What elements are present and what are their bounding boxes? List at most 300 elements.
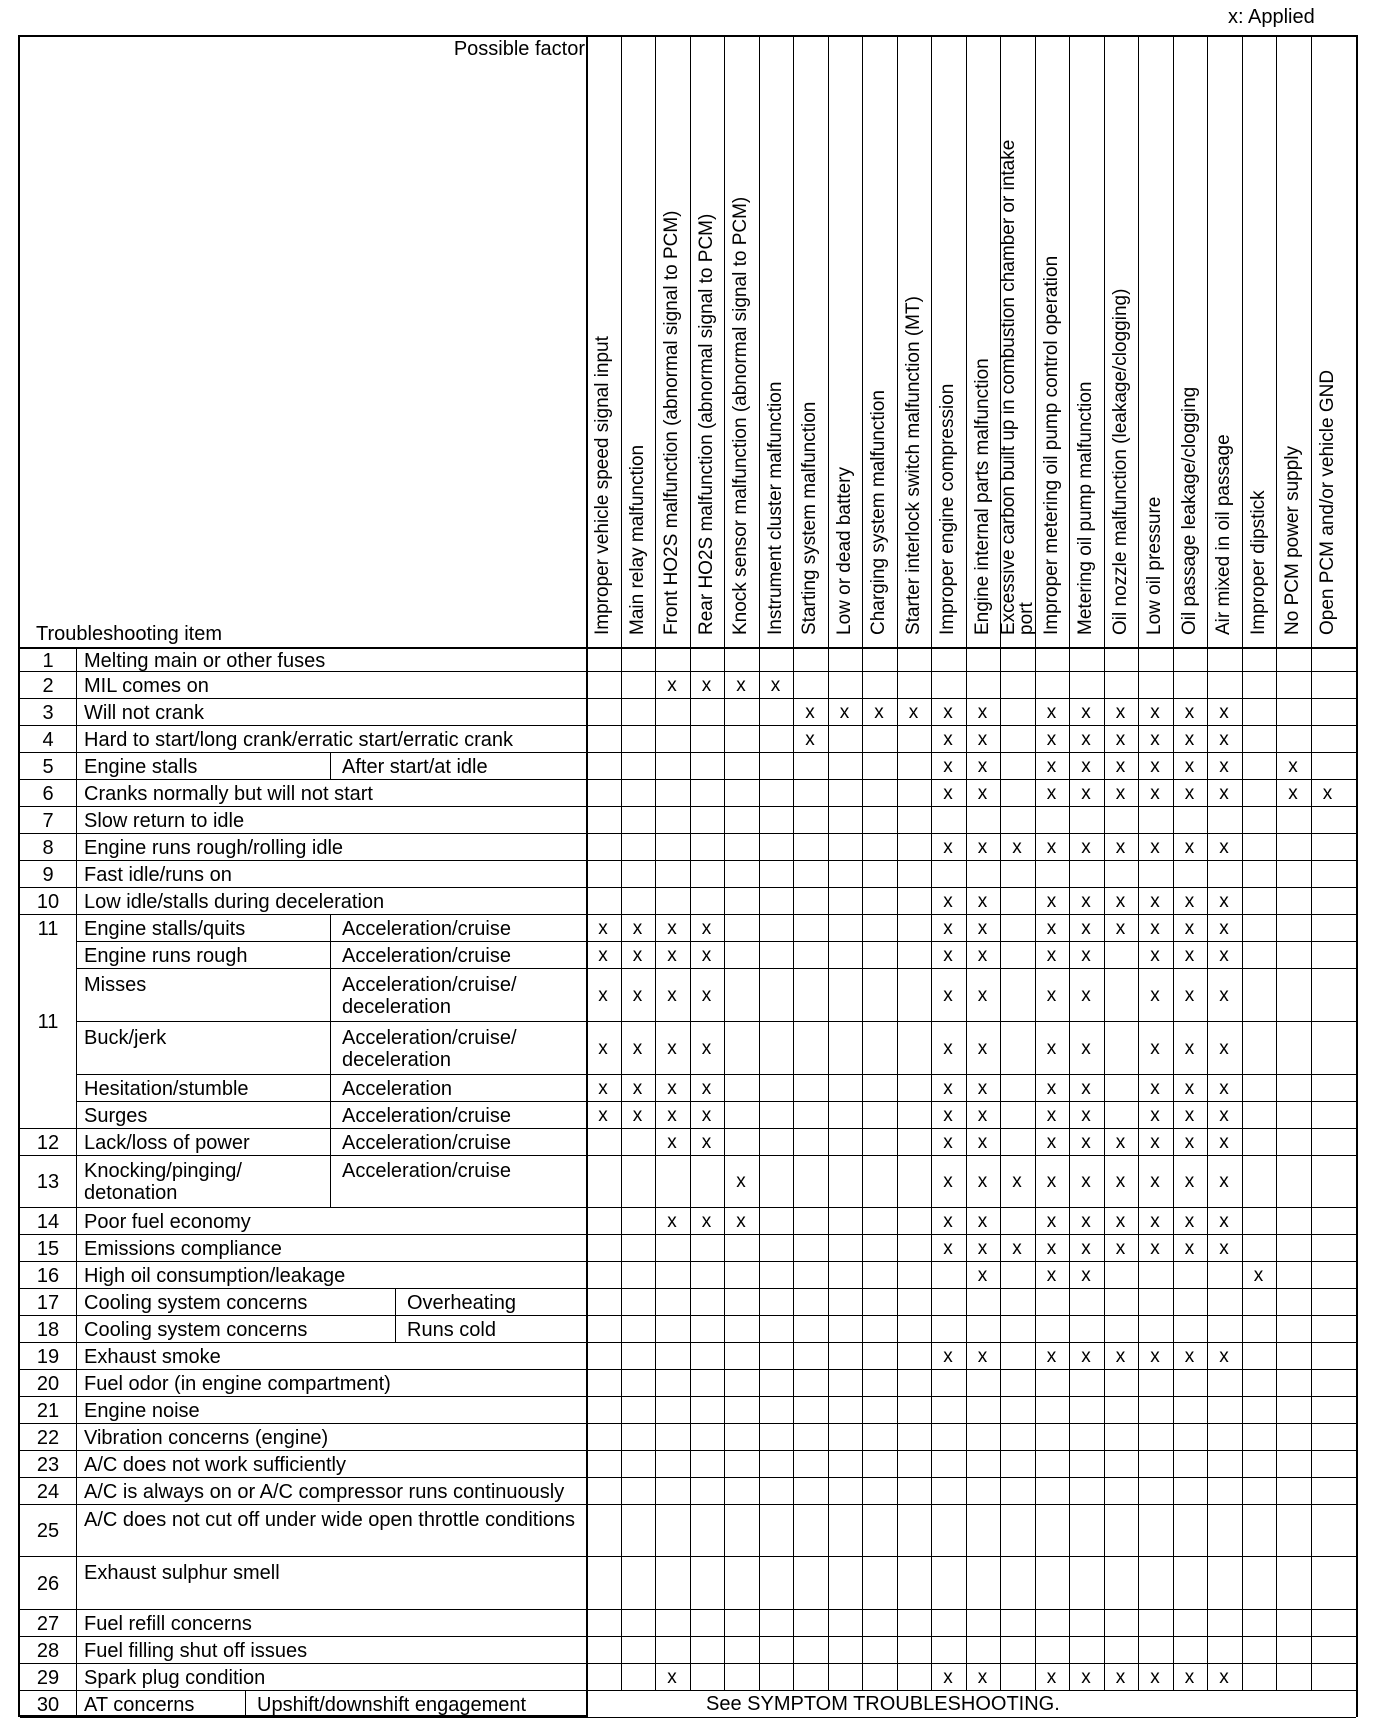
row-divider [20, 1423, 1356, 1424]
row-number: 10 [36, 890, 60, 913]
row-number: 2 [42, 674, 54, 697]
row-condition: Acceleration/cruise/ deceleration [342, 973, 517, 1018]
applied-mark: x [1184, 1666, 1195, 1688]
condition-divider [330, 942, 331, 969]
row-divider [20, 1663, 1356, 1664]
row-item: Cooling system concerns [84, 1291, 308, 1314]
applied-mark: x [667, 1131, 677, 1153]
applied-mark: x [598, 1104, 608, 1126]
row-item: Emissions compliance [84, 1237, 282, 1260]
row-item: Hesitation/stumble [84, 1077, 249, 1100]
applied-mark: x [1184, 728, 1195, 750]
factor-header: Improper dipstick [1247, 490, 1269, 635]
row-item: Knocking/pinging/ detonation [84, 1160, 242, 1204]
applied-mark: x [1219, 755, 1229, 777]
applied-mark: x [701, 1104, 712, 1126]
applied-mark: x [1184, 755, 1195, 777]
factor-header: Starter interlock switch malfunction (MT) [902, 296, 924, 635]
applied-mark: x [943, 1345, 953, 1367]
condition-divider [330, 1022, 331, 1075]
factor-header: Main relay malfunction [626, 444, 648, 635]
applied-mark: x [977, 755, 988, 777]
applied-mark: x [1219, 1104, 1229, 1126]
row-item: AT concerns [84, 1693, 195, 1716]
row-number: 24 [36, 1480, 60, 1503]
row-number: 11 [37, 917, 59, 940]
applied-mark: x [977, 944, 988, 966]
column-divider [1242, 37, 1243, 1715]
applied-mark: x [943, 1104, 953, 1126]
applied-mark: x [977, 1077, 988, 1099]
row-condition: Runs cold [407, 1318, 496, 1341]
row-number: 26 [36, 1572, 60, 1595]
applied-mark: x [977, 890, 988, 912]
applied-mark: x [701, 1131, 712, 1153]
condition-divider [330, 1129, 331, 1156]
applied-mark: x [1184, 1131, 1195, 1153]
row-divider [20, 914, 1356, 915]
column-divider [690, 37, 691, 1715]
row-divider [20, 1128, 1356, 1129]
row-item: Fuel filling shut off issues [84, 1639, 308, 1662]
applied-mark: x [667, 1037, 677, 1059]
row-condition: Acceleration/cruise [342, 1160, 511, 1182]
applied-mark: x [908, 701, 919, 723]
row-condition: Acceleration/cruise/ deceleration [342, 1026, 517, 1071]
applied-mark: x [632, 1077, 643, 1099]
row-number: 15 [36, 1237, 60, 1260]
column-divider [1069, 37, 1070, 1715]
applied-mark: x [1219, 890, 1229, 912]
applied-mark: x [977, 701, 988, 723]
applied-mark: x [1219, 836, 1229, 858]
row-item: Buck/jerk [84, 1026, 167, 1049]
applied-mark: x [1150, 1077, 1160, 1099]
row-divider [20, 1477, 1356, 1478]
factor-header: Excessive carbon built up in combustion chamber or intake [998, 139, 1019, 635]
applied-mark: x [1115, 890, 1126, 912]
applied-mark: x [1081, 1237, 1091, 1259]
applied-mark: x [1046, 701, 1057, 723]
applied-mark: x [1219, 1077, 1229, 1099]
applied-mark: x [598, 944, 608, 966]
applied-mark: x [977, 836, 988, 858]
row-number: 28 [36, 1639, 60, 1662]
row-divider [20, 1636, 1356, 1637]
row-number: 12 [36, 1131, 60, 1154]
applied-mark: x [977, 1210, 988, 1232]
row-item: Exhaust sulphur smell [84, 1561, 280, 1584]
row-number: 9 [42, 863, 54, 886]
factor-header: Metering oil pump malfunction [1075, 381, 1096, 635]
factor-header: Starting system malfunction [799, 401, 820, 635]
applied-mark: x [1046, 1104, 1057, 1126]
row-item: Engine stalls [84, 755, 198, 778]
row-number: 25 [36, 1520, 60, 1542]
applied-mark: x [1012, 1237, 1022, 1259]
applied-mark: x [977, 1037, 988, 1059]
applied-mark: x [1150, 1104, 1160, 1126]
applied-mark: x [1081, 1131, 1091, 1153]
applied-mark: x [598, 1037, 608, 1059]
factor-header: Open PCM and/or vehicle GND [1316, 369, 1338, 635]
row-divider [20, 1504, 1356, 1505]
applied-mark: x [1081, 782, 1091, 804]
row-item: Will not crank [84, 701, 205, 724]
factor-header: Engine internal parts malfunction [971, 358, 993, 635]
factor-header: Rear HO2S malfunction (abnormal signal to PCM) [695, 213, 717, 635]
applied-mark: x [1184, 1037, 1195, 1059]
applied-mark: x [1081, 1345, 1091, 1367]
applied-mark: x [1081, 836, 1091, 858]
row-number: 30 [36, 1693, 60, 1716]
row-divider [20, 779, 1356, 780]
condition-divider [245, 1691, 246, 1718]
row-divider [20, 1207, 1356, 1208]
row-number: 29 [36, 1666, 60, 1689]
column-divider [1207, 37, 1208, 1715]
row-number: 7 [42, 809, 54, 832]
applied-mark: x [1081, 1077, 1091, 1099]
row-divider [20, 1450, 1356, 1451]
condition-divider [330, 1075, 331, 1102]
applied-mark: x [770, 674, 781, 696]
row-divider [20, 806, 1356, 807]
applied-mark: x [1150, 1237, 1160, 1259]
applied-mark: x [1115, 1345, 1126, 1367]
factor-header: port [1016, 602, 1037, 635]
condition-divider [330, 753, 331, 780]
applied-mark: x [943, 1210, 953, 1232]
applied-mark: x [1012, 1171, 1022, 1192]
header-divider [586, 37, 588, 1715]
applied-mark: x [1115, 755, 1126, 777]
applied-mark: x [736, 1171, 746, 1192]
column-divider [1173, 37, 1174, 1715]
applied-mark: x [1081, 890, 1091, 912]
row-divider [76, 1074, 1356, 1075]
row-divider [76, 941, 1356, 942]
applied-mark: x [667, 917, 677, 939]
column-divider [655, 37, 656, 1715]
applied-mark: x [977, 1171, 988, 1192]
applied-mark: x [632, 917, 643, 939]
applied-mark: x [943, 782, 953, 804]
row-number: 20 [36, 1372, 60, 1395]
row-number: 14 [36, 1210, 60, 1233]
row-divider [20, 1261, 1356, 1262]
applied-mark: x [1150, 890, 1160, 912]
row-item: A/C is always on or A/C compressor runs continuously [84, 1480, 565, 1503]
row-item: Spark plug condition [84, 1666, 266, 1689]
troubleshooting-chart [18, 35, 1358, 1717]
row-divider [20, 1396, 1356, 1397]
applied-mark: x [1150, 984, 1160, 1006]
row-divider [20, 1155, 1356, 1156]
row-divider [20, 1234, 1356, 1235]
condition-divider [395, 1316, 396, 1343]
row-item: Hard to start/long crank/erratic start/erratic crank [84, 728, 514, 751]
applied-mark: x [1219, 728, 1229, 750]
applied-mark: x [1046, 1037, 1057, 1059]
row-item: A/C does not work sufficiently [84, 1453, 346, 1476]
applied-mark: x [943, 984, 953, 1006]
row-item: Fuel odor (in engine compartment) [84, 1372, 391, 1395]
applied-mark: x [805, 701, 815, 723]
row-condition: Upshift/downshift engagement [257, 1693, 527, 1716]
row-number: 18 [36, 1318, 60, 1341]
applied-mark: x [1046, 890, 1057, 912]
possible-factor-label: Possible factor [453, 38, 585, 60]
column-divider [1138, 37, 1139, 1715]
column-divider [1276, 37, 1277, 1715]
applied-mark: x [667, 1104, 677, 1126]
row-number: 6 [42, 782, 54, 805]
condition-divider [330, 969, 331, 1022]
applied-mark: x [1219, 1666, 1229, 1688]
applied-mark: x [943, 1077, 953, 1099]
column-divider [793, 37, 794, 1715]
row-item: Engine stalls/quits [84, 917, 246, 940]
applied-mark: x [1150, 836, 1160, 858]
applied-mark: x [1115, 1666, 1126, 1688]
applied-mark: x [977, 1666, 988, 1688]
row-item: Fuel refill concerns [84, 1612, 252, 1635]
applied-mark: x [701, 917, 712, 939]
row-number: 4 [42, 728, 54, 751]
row-condition: Acceleration/cruise [342, 944, 511, 967]
row-item: Engine runs rough [84, 944, 248, 967]
applied-mark: x [632, 944, 643, 966]
column-divider [931, 37, 932, 1715]
applied-mark: x [1081, 984, 1091, 1006]
row-divider [20, 1717, 1356, 1718]
condition-divider [330, 1156, 331, 1208]
applied-mark: x [1150, 701, 1160, 723]
row-divider [20, 1369, 1356, 1370]
applied-mark: x [632, 984, 643, 1006]
applied-mark: x [943, 917, 953, 939]
applied-mark: x [701, 674, 712, 696]
applied-mark: x [1012, 836, 1022, 858]
applied-mark: x [977, 1264, 988, 1286]
applied-mark: x [1184, 1345, 1195, 1367]
row-number: 23 [36, 1453, 60, 1476]
applied-mark: x [1150, 1345, 1160, 1367]
applied-mark: x [977, 728, 988, 750]
row-number: 19 [36, 1345, 60, 1368]
factor-header: Improper vehicle speed signal input [592, 336, 613, 635]
applied-mark: x [1046, 755, 1057, 777]
applied-mark: x [977, 782, 988, 804]
number-column-divider [76, 647, 77, 1718]
applied-mark: x [736, 674, 746, 696]
applied-mark: x [701, 1037, 712, 1059]
applied-mark: x [1115, 1171, 1126, 1192]
row-number: 13 [36, 1171, 60, 1193]
row-divider [20, 1288, 1356, 1289]
applied-mark: x [1046, 1210, 1057, 1232]
applied-mark: x [977, 1104, 988, 1126]
row-divider [20, 887, 1356, 888]
row-item: Vibration concerns (engine) [84, 1426, 329, 1449]
column-divider [621, 37, 622, 1715]
row-item: Cooling system concerns [84, 1318, 308, 1341]
applied-mark: x [943, 836, 953, 858]
applied-mark: x [1081, 917, 1091, 939]
row-number: 16 [36, 1264, 60, 1287]
applied-mark: x [667, 984, 677, 1006]
applied-mark: x [943, 890, 953, 912]
applied-mark: x [701, 1077, 712, 1099]
applied-mark: x [1046, 1237, 1057, 1259]
row-divider [20, 860, 1356, 861]
applied-mark: x [1081, 728, 1091, 750]
legend: x: Applied [1228, 6, 1315, 28]
applied-mark: x [1184, 1210, 1195, 1232]
applied-mark: x [1046, 782, 1057, 804]
row-condition: Overheating [407, 1291, 516, 1314]
applied-mark: x [977, 984, 988, 1006]
applied-mark: x [977, 1131, 988, 1153]
applied-mark: x [1150, 728, 1160, 750]
row-condition: Acceleration/cruise [342, 1131, 511, 1154]
applied-mark: x [1150, 755, 1160, 777]
row-item: Fast idle/runs on [84, 863, 232, 886]
applied-mark: x [1219, 984, 1229, 1006]
row-item: Lack/loss of power [84, 1131, 250, 1154]
row-item: A/C does not cut off under wide open throttle conditions [84, 1509, 576, 1531]
applied-mark: x [1219, 701, 1229, 723]
applied-mark: x [667, 944, 677, 966]
row-condition: After start/at idle [342, 755, 488, 778]
troubleshooting-item-label: Troubleshooting item [36, 623, 223, 645]
applied-mark: x [1081, 701, 1091, 723]
applied-mark: x [1115, 728, 1126, 750]
row-divider [76, 968, 1356, 969]
row-number: 22 [36, 1426, 60, 1449]
row-item: Melting main or other fuses [84, 649, 326, 672]
applied-mark: x [1219, 1210, 1229, 1232]
applied-mark: x [977, 1237, 988, 1259]
applied-mark: x [839, 701, 850, 723]
applied-mark: x [977, 917, 988, 939]
applied-mark: x [1081, 1037, 1091, 1059]
condition-divider [330, 915, 331, 942]
row-divider [20, 833, 1356, 834]
row-divider [76, 1101, 1356, 1102]
applied-mark: x [1150, 917, 1160, 939]
row-number: 8 [42, 836, 54, 859]
factor-header: Oil passage leakage/clogging [1178, 386, 1200, 635]
column-divider [1035, 37, 1036, 1715]
applied-mark: x [1219, 782, 1229, 804]
factor-header: Low or dead battery [833, 467, 855, 635]
applied-mark: x [701, 944, 712, 966]
applied-mark: x [1115, 836, 1126, 858]
factor-header: Oil nozzle malfunction (leakage/clogging) [1109, 288, 1131, 635]
applied-mark: x [1184, 890, 1195, 912]
applied-mark: x [943, 1171, 953, 1192]
applied-mark: x [1046, 1345, 1057, 1367]
applied-mark: x [1184, 782, 1195, 804]
row-item: Slow return to idle [84, 809, 245, 832]
applied-mark: x [667, 1210, 677, 1232]
row-number: 3 [42, 701, 54, 724]
applied-mark: x [1115, 917, 1126, 939]
applied-mark: x [1081, 1210, 1091, 1232]
applied-mark: x [598, 984, 608, 1006]
applied-mark: x [1219, 1237, 1229, 1259]
applied-mark: x [943, 1131, 953, 1153]
row-condition: Acceleration [342, 1077, 453, 1100]
applied-mark: x [1184, 1077, 1195, 1099]
applied-mark: x [977, 1345, 988, 1367]
applied-mark: x [1219, 1037, 1229, 1059]
applied-mark: x [1184, 944, 1195, 966]
applied-mark: x [1184, 836, 1195, 858]
row-number: 1 [42, 649, 54, 672]
applied-mark: x [1081, 1666, 1091, 1688]
factor-header: No PCM power supply [1282, 445, 1303, 635]
applied-mark: x [1115, 782, 1126, 804]
applied-mark: x [1184, 1237, 1195, 1259]
applied-mark: x [943, 701, 953, 723]
row-number: 17 [36, 1291, 60, 1314]
column-divider [897, 37, 898, 1715]
applied-mark: x [1150, 1171, 1160, 1192]
applied-mark: x [598, 1077, 608, 1099]
applied-mark: x [632, 1037, 643, 1059]
column-divider [1311, 37, 1312, 1715]
applied-mark: x [1081, 1104, 1091, 1126]
applied-mark: x [1150, 1037, 1160, 1059]
applied-mark: x [1046, 1171, 1057, 1192]
applied-mark: x [701, 1210, 712, 1232]
row-item: Low idle/stalls during deceleration [84, 890, 385, 913]
applied-mark: x [736, 1210, 746, 1232]
factor-header: Air mixed in oil passage [1213, 434, 1234, 635]
applied-mark: x [1184, 984, 1195, 1006]
applied-mark: x [1184, 917, 1195, 939]
factor-header: Low oil pressure [1144, 496, 1165, 635]
applied-mark: x [943, 1037, 953, 1059]
row-item: High oil consumption/leakage [84, 1264, 346, 1287]
applied-mark: x [1184, 1104, 1195, 1126]
applied-mark: x [1046, 1131, 1057, 1153]
applied-mark: x [1288, 755, 1298, 777]
applied-mark: x [1150, 782, 1160, 804]
applied-mark: x [598, 917, 608, 939]
row-number: 21 [36, 1399, 60, 1422]
applied-mark: x [1046, 917, 1057, 939]
applied-mark: x [1150, 1210, 1160, 1232]
column-divider [724, 37, 725, 1715]
column-divider [759, 37, 760, 1715]
see-note: See SYMPTOM TROUBLESHOOTING. [706, 1693, 1060, 1715]
applied-mark: x [1115, 1210, 1126, 1232]
column-divider [966, 37, 967, 1715]
column-divider [862, 37, 863, 1715]
row-divider [20, 1315, 1356, 1316]
applied-mark: x [1115, 701, 1126, 723]
row-item: Misses [84, 973, 147, 996]
applied-mark: x [943, 728, 953, 750]
applied-mark: x [667, 674, 677, 696]
factor-header: Improper engine compression [937, 383, 958, 635]
row-divider [20, 1556, 1356, 1557]
applied-mark: x [1115, 1131, 1126, 1153]
